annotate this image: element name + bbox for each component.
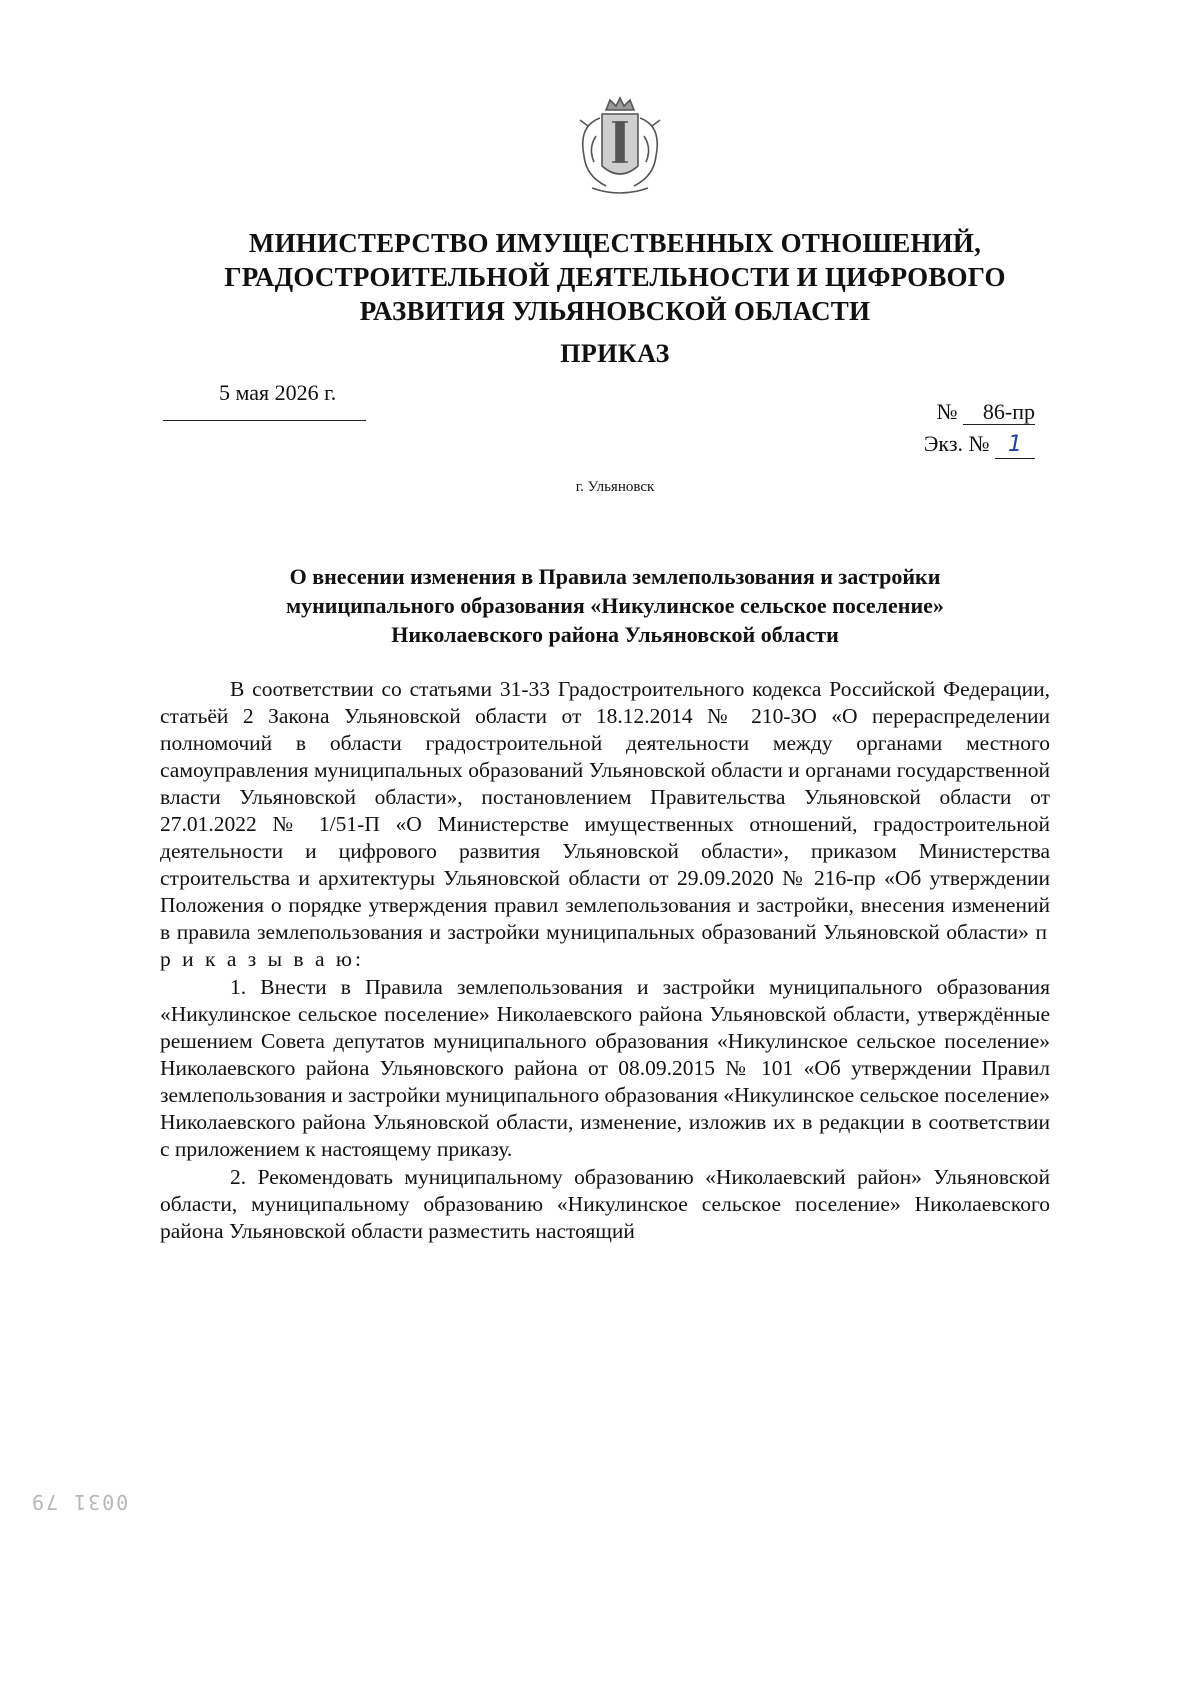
order-number-row <box>924 396 1035 428</box>
order-number: 86-пр <box>963 400 1035 425</box>
item-2-paragraph: 2. Рекомендовать муниципальному образованию «Николаевский район» Ульяновской области, муниципальному образованию «Никулинское сельское поселение» Николаевского района Ульяновской области разместить настоящий <box>160 1165 1050 1243</box>
coat-of-arms-emblem <box>566 96 674 200</box>
document-title <box>160 562 1070 649</box>
title-line: Николаевского района Ульяновской области <box>391 622 839 647</box>
ministry-name-line: РАЗВИТИЯ УЛЬЯНОВСКОЙ ОБЛАСТИ <box>359 296 871 326</box>
ministry-name-line: ГРАДОСТРОИТЕЛЬНОЙ ДЕЯТЕЛЬНОСТИ И ЦИФРОВОГО <box>224 262 1006 292</box>
copy-number: 1 <box>995 432 1035 459</box>
preamble-text: В соответствии со статьями 31-33 Градостроительного кодекса Российской Федерации, статьёй 2 Закона Ульяновской области от 18.12.2014 № 210-ЗО «О перераспределении полномочий в области градостроительной деятельности между органами местного самоуправления муниципальных образований Ульяновской области и органами государственной власти Ульяновской области», постановлением Правительства Ульяновской области от 27.01.2022 № 1/51-П «О Министерстве имущественных отношений, градостроительной деятельности и цифрового развития Ульяновской области», приказом Министерства строительства и архитектуры Ульяновской области от 29.09.2020 № 216-пр «Об утверждении Положения о порядке утверждения правил землепользования и застройки, внесения изменений в правила землепользования и застройки муниципальных образований Ульяновской области» <box>160 677 1050 944</box>
title-line: О внесении изменения в Правила землепользования и застройки <box>289 564 941 589</box>
document-body <box>160 676 1050 1245</box>
preamble-paragraph <box>160 676 1050 973</box>
ministry-name-line: МИНИСТЕРСТВО ИМУЩЕСТВЕННЫХ ОТНОШЕНИЙ, <box>248 228 982 258</box>
order-date: 5 мая 2026 г. <box>219 380 337 405</box>
document-type: ПРИКАЗ <box>560 339 670 368</box>
order-word: п р и к а з ы в а ю: <box>160 920 1050 971</box>
copy-number-row <box>924 428 1035 460</box>
date-field <box>163 380 366 421</box>
order-number-block <box>924 396 1035 460</box>
title-line: муниципального образования «Никулинское сельское поселение» <box>286 593 944 618</box>
number-label: № <box>936 399 958 424</box>
item-1-paragraph: 1. Внести в Правила землепользования и застройки муниципального образования «Никулинское сельское поселение» Николаевского района Ульяновской области, утверждённые решением Совета депутатов муниципального образования «Никулинское сельское поселение» Николаевского района Ульяновского района от 08.09.2015 № 101 «Об утверждении Правил землепользования и застройки муниципального образования «Никулинское сельское поселение» Николаевского района Ульяновской области, изменение, изложив их в редакции в соответствии с приложением к настоящему приказу. <box>160 975 1050 1161</box>
archive-stamp: 0031 79 <box>30 1490 129 1514</box>
city-name: г. Ульяновск <box>575 479 655 495</box>
copy-label: Экз. № <box>923 431 990 456</box>
ministry-name <box>160 226 1070 328</box>
